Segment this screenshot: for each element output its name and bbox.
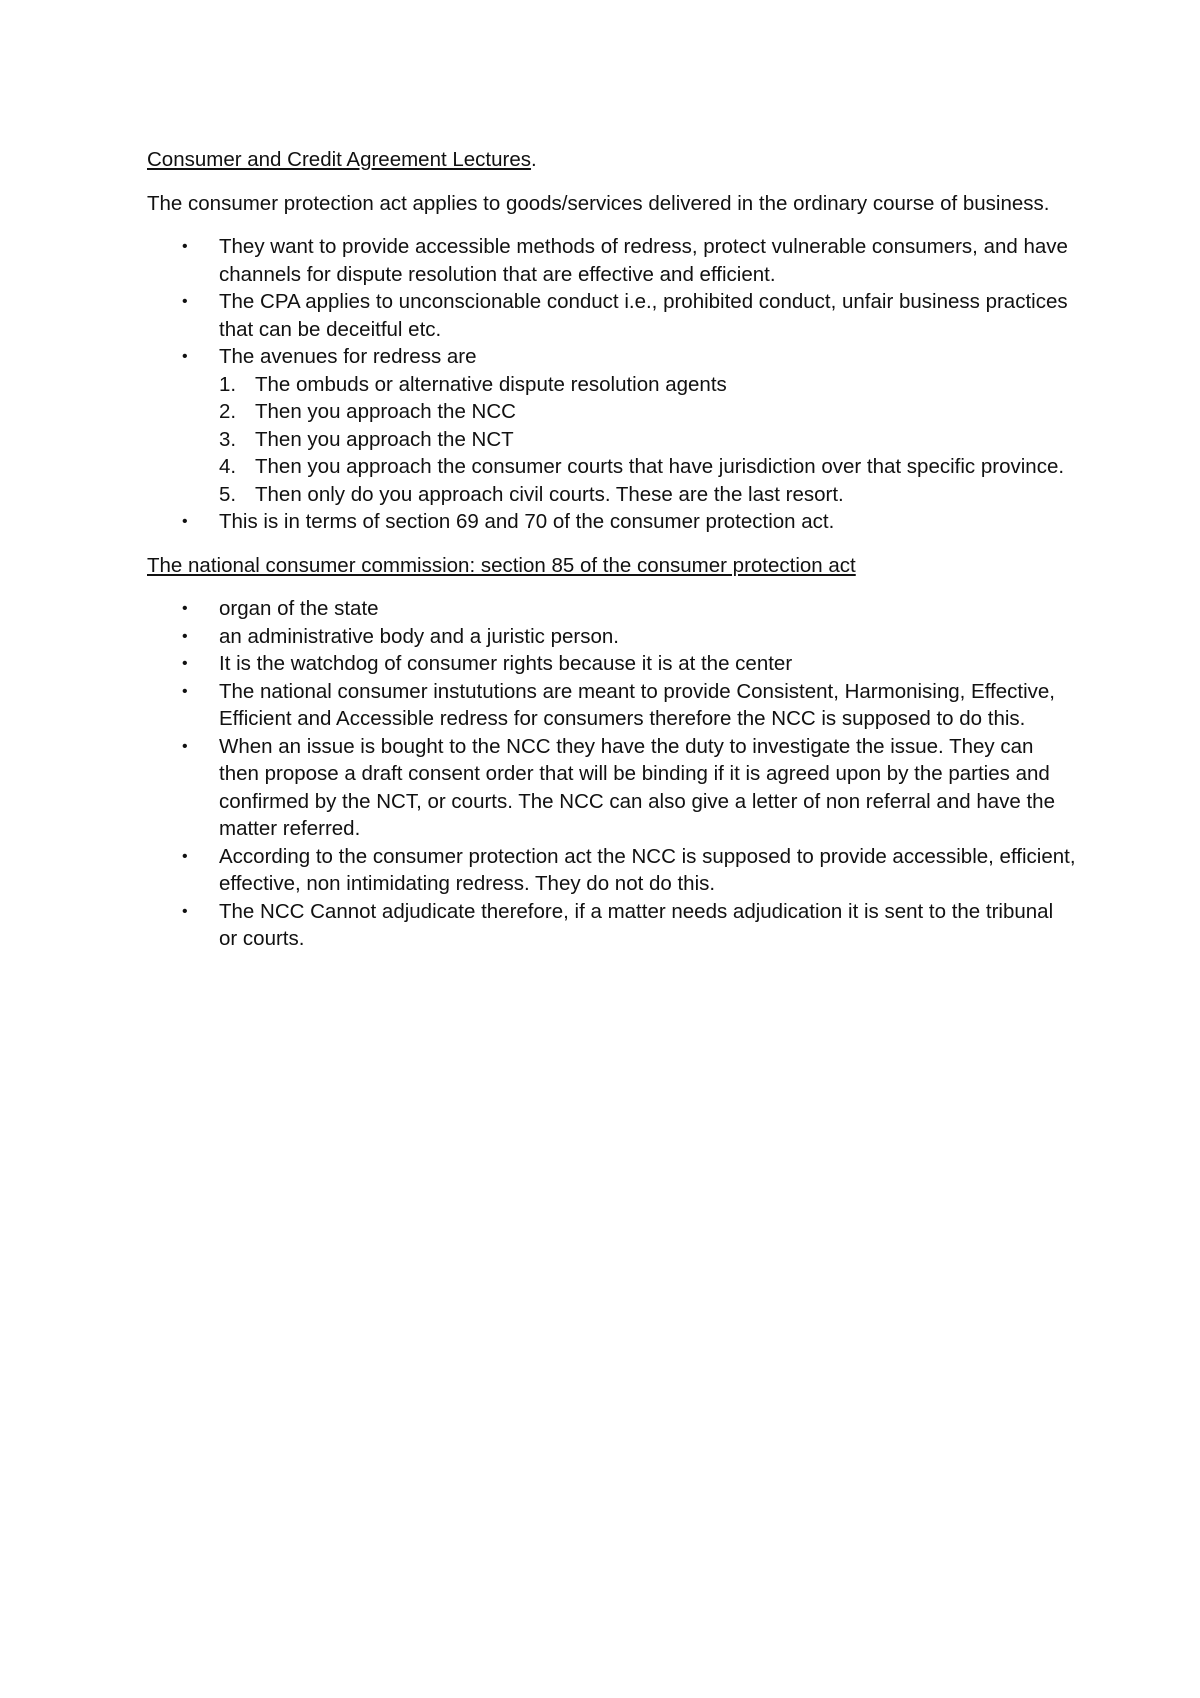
document-title-text: Consumer and Credit Agreement Lectures: [147, 148, 532, 171]
bullet-icon: •: [182, 238, 188, 255]
list-item: [147, 650, 1077, 678]
numbered-item: [219, 371, 1077, 399]
list-item-text: an administrative body and a juristic person.: [219, 624, 619, 648]
numbered-item-text: Then you approach the NCC: [255, 400, 516, 423]
numbered-item: [219, 398, 1077, 426]
bullet-list-ncc: [147, 595, 1077, 953]
bullet-icon: •: [182, 847, 188, 865]
numbered-item: [219, 426, 1077, 454]
bullet-icon: •: [182, 682, 188, 700]
numbered-item-text: Then you approach the consumer courts that have jurisdiction over that specific province.: [255, 455, 1065, 478]
list-item-text: The national consumer instututions are meant to provide Consistent, Harmonising, Effective, Efficient and Accessible redress for consumers therefore the NCC is supposed to do this.: [219, 679, 1055, 730]
document-title-suffix: .: [531, 148, 537, 171]
list-item: [147, 595, 1077, 623]
avenues-numbered-list: [219, 371, 1077, 509]
list-item: [147, 343, 1077, 508]
section-heading: The national consumer commission: section 85 of the consumer protection act: [147, 553, 856, 577]
list-item-text: When an issue is bought to the NCC they have the duty to investigate the issue. They can then propose a draft consent order that will be binding if it is agreed upon by the parties and confirmed by the NCT, or courts. The NCC can also give a letter of non referral and have the matter referred.: [219, 734, 1055, 840]
numbered-item: [219, 453, 1077, 481]
list-item-text: They want to provide accessible methods of redress, protect vulnerable consumers, and have channels for dispute resolution that are effective and efficient.: [219, 235, 1068, 286]
numbered-item-text: Then only do you approach civil courts. These are the last resort.: [255, 482, 844, 506]
document-page: [147, 146, 1077, 953]
list-item-text: According to the consumer protection act the NCC is supposed to provide accessible, efficient, effective, non intimidating redress. They do not do this.: [219, 844, 1076, 895]
document-title: [147, 146, 1077, 174]
item-number: 3.: [219, 427, 237, 451]
bullet-icon: •: [182, 627, 188, 645]
list-item: [147, 288, 1077, 343]
item-number: 1.: [219, 372, 237, 396]
bullet-icon: •: [182, 655, 188, 672]
list-item: [147, 508, 1077, 536]
list-item-text: The NCC Cannot adjudicate therefore, if a matter needs adjudication it is sent to the tribunal or courts.: [219, 899, 1054, 950]
numbered-item: [219, 481, 1077, 509]
list-item: [147, 678, 1077, 733]
item-number: 5.: [219, 482, 237, 506]
list-item: [147, 843, 1077, 898]
bullet-icon: •: [182, 902, 188, 920]
numbered-item-text: Then you approach the NCT: [255, 427, 514, 451]
item-number: 2.: [219, 400, 237, 423]
list-item-text: This is in terms of section 69 and 70 of the consumer protection act.: [219, 510, 835, 533]
bullet-icon: •: [182, 513, 188, 530]
list-item-text: The CPA applies to unconscionable conduct i.e., prohibited conduct, unfair business practices that can be deceitful etc.: [219, 290, 1068, 341]
list-item: [147, 733, 1077, 843]
list-item: [147, 623, 1077, 651]
bullet-icon: •: [182, 293, 188, 310]
numbered-item-text: The ombuds or alternative dispute resolution agents: [255, 372, 727, 396]
list-item-text: organ of the state: [219, 597, 379, 620]
item-number: 4.: [219, 455, 237, 478]
bullet-icon: •: [182, 600, 188, 617]
intro-paragraph: The consumer protection act applies to goods/services delivered in the ordinary course of business.: [147, 191, 1050, 215]
list-item: [147, 898, 1077, 953]
bullet-icon: •: [182, 348, 188, 365]
list-item-text: It is the watchdog of consumer rights because it is at the center: [219, 652, 793, 675]
list-item-text: The avenues for redress are: [219, 345, 477, 368]
bullet-list-redress: [147, 233, 1077, 536]
bullet-icon: •: [182, 737, 188, 755]
list-item: [147, 233, 1077, 288]
